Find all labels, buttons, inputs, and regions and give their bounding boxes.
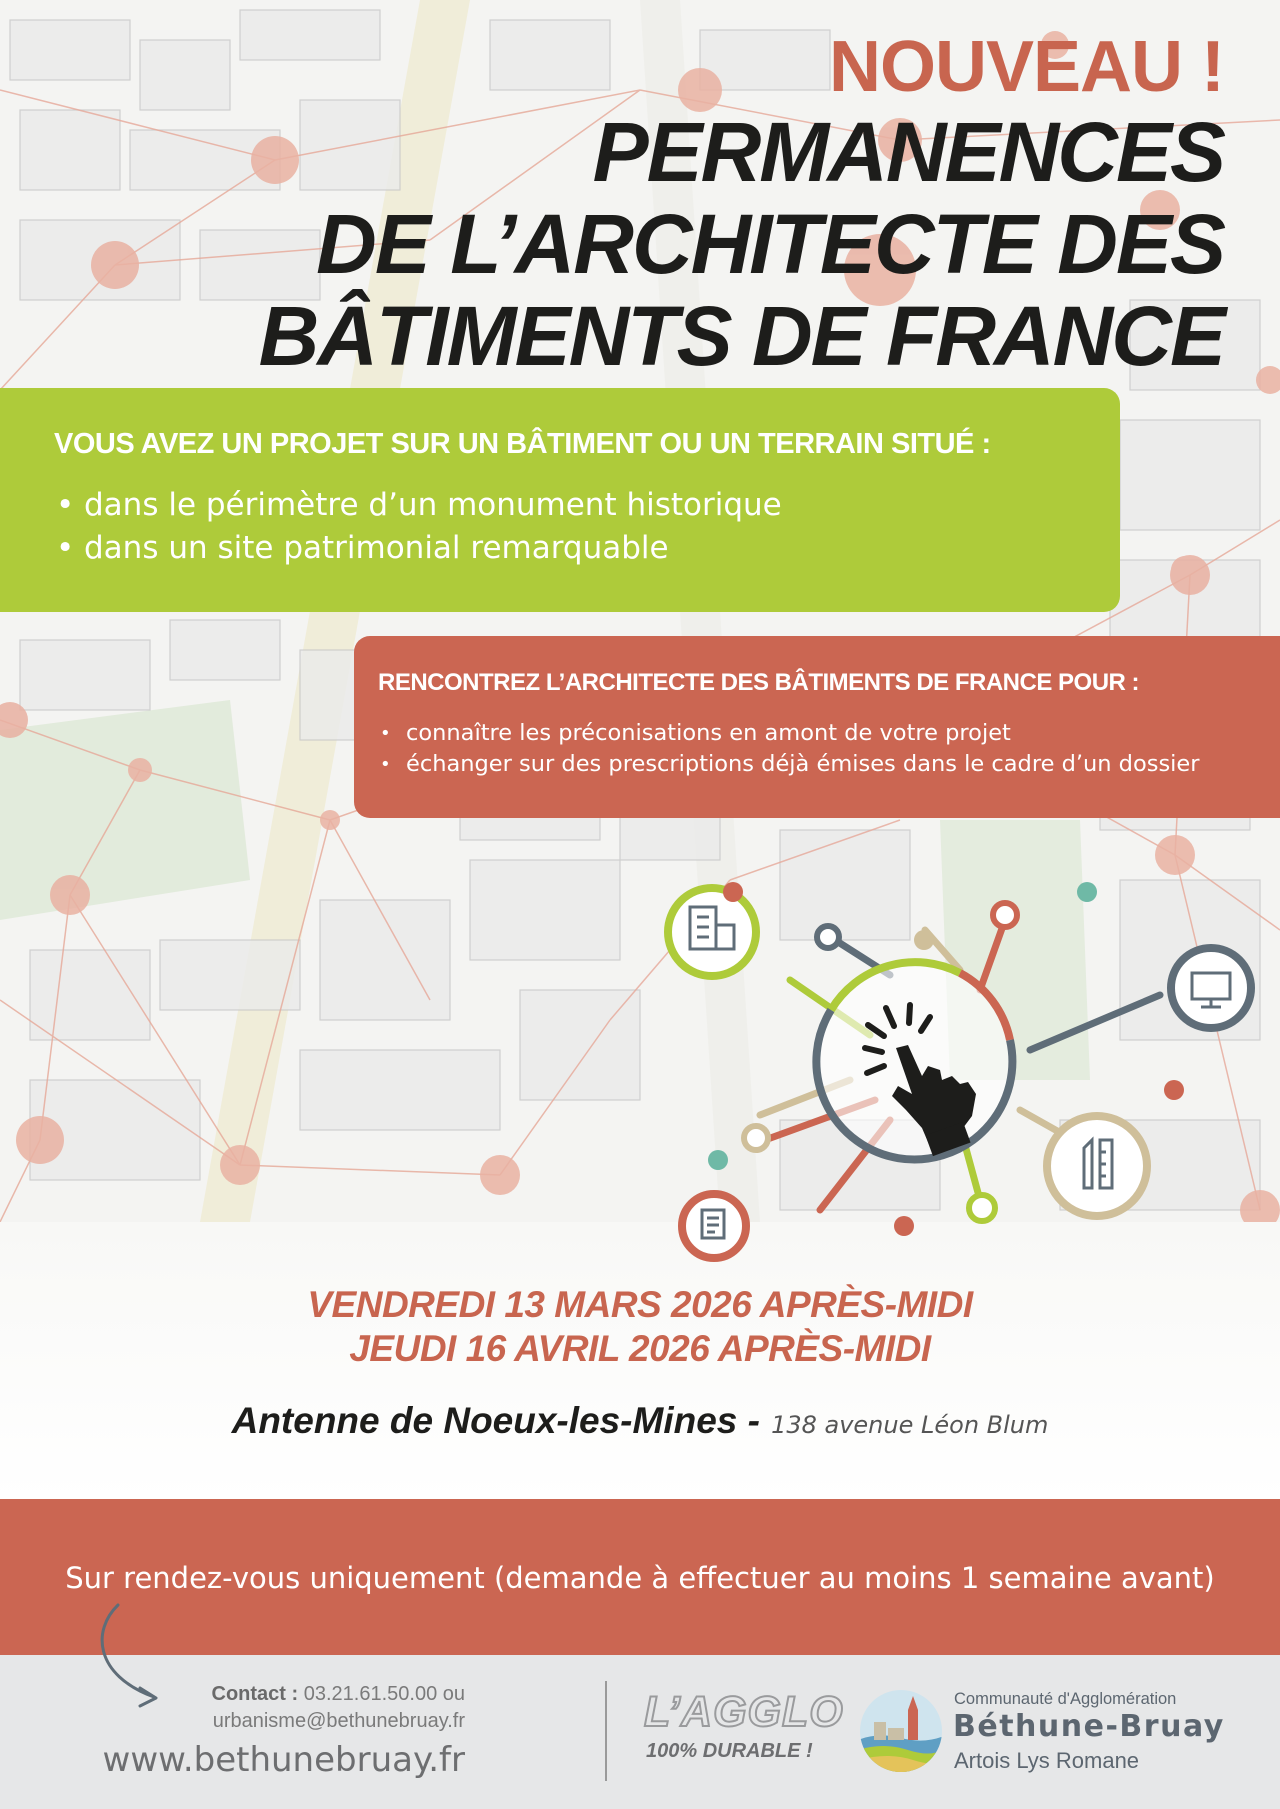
website-link[interactable]: www.bethunebruay.fr	[102, 1740, 465, 1780]
appointment-band	[0, 1499, 1280, 1655]
contact-line	[212, 1680, 466, 1709]
agglo-tagline: 100% DURABLE !	[646, 1740, 813, 1762]
date-1: VENDREDI 13 MARS 2026 APRÈS-MIDI	[307, 1284, 973, 1325]
meet-panel-heading: RENCONTREZ L’ARCHITECTE DES BÂTIMENTS DE FRANCE POUR :	[378, 669, 1140, 696]
network-illustration	[660, 870, 1260, 1270]
location-line	[0, 1400, 1280, 1442]
contact-email[interactable]: urbanisme@bethunebruay.fr	[212, 1710, 465, 1732]
project-panel	[0, 388, 1120, 612]
contact-label: Contact :	[211, 1683, 299, 1705]
nouveau-badge: NOUVEAU !	[828, 27, 1224, 107]
page-title-line-3: BÂTIMENTS DE FRANCE	[258, 289, 1224, 383]
project-panel-list	[54, 484, 1120, 570]
date-2: JEUDI 16 AVRIL 2026 APRÈS-MIDI	[349, 1328, 931, 1369]
location-name: Antenne de Noeux-les-Mines -	[231, 1400, 760, 1441]
list-item: • dans un site patrimonial remarquable	[54, 527, 1120, 570]
curved-arrow-icon	[92, 1600, 172, 1710]
title-block	[224, 28, 1224, 382]
contact-phone[interactable]: 03.21.61.50.00 ou	[303, 1683, 465, 1705]
project-panel-heading: VOUS AVEZ UN PROJET SUR UN BÂTIMENT OU UN TERRAIN SITUÉ :	[54, 428, 991, 460]
ca-top-label: Communauté d'Agglomération	[954, 1690, 1177, 1708]
dates-block	[0, 1283, 1280, 1371]
page-title-line-1: PERMANENCES	[592, 105, 1224, 199]
list-item: • connaître les préconisations en amont de votre projet	[378, 718, 1280, 749]
list-item: • dans le périmètre d’un monument historique	[54, 484, 1120, 527]
ca-name: Béthune-Bruay	[953, 1709, 1225, 1744]
meet-panel-list	[378, 718, 1280, 780]
agglo-word: L’AGGLO	[644, 1688, 844, 1736]
agglo-durable-logo	[640, 1688, 850, 1778]
ca-subtitle: Artois Lys Romane	[954, 1748, 1140, 1773]
meet-panel	[354, 636, 1280, 818]
location-address: 138 avenue Léon Blum	[771, 1411, 1049, 1439]
bethune-bruay-emblem-icon	[858, 1688, 944, 1774]
page-title-line-2: DE L’ARCHITECTE DES	[316, 197, 1224, 291]
appointment-text: Sur rendez-vous uniquement (demande à effectuer au moins 1 semaine avant)	[65, 1561, 1215, 1595]
list-item: • échanger sur des prescriptions déjà émises dans le cadre d’un dossier	[378, 749, 1280, 780]
footer-divider	[605, 1681, 607, 1781]
